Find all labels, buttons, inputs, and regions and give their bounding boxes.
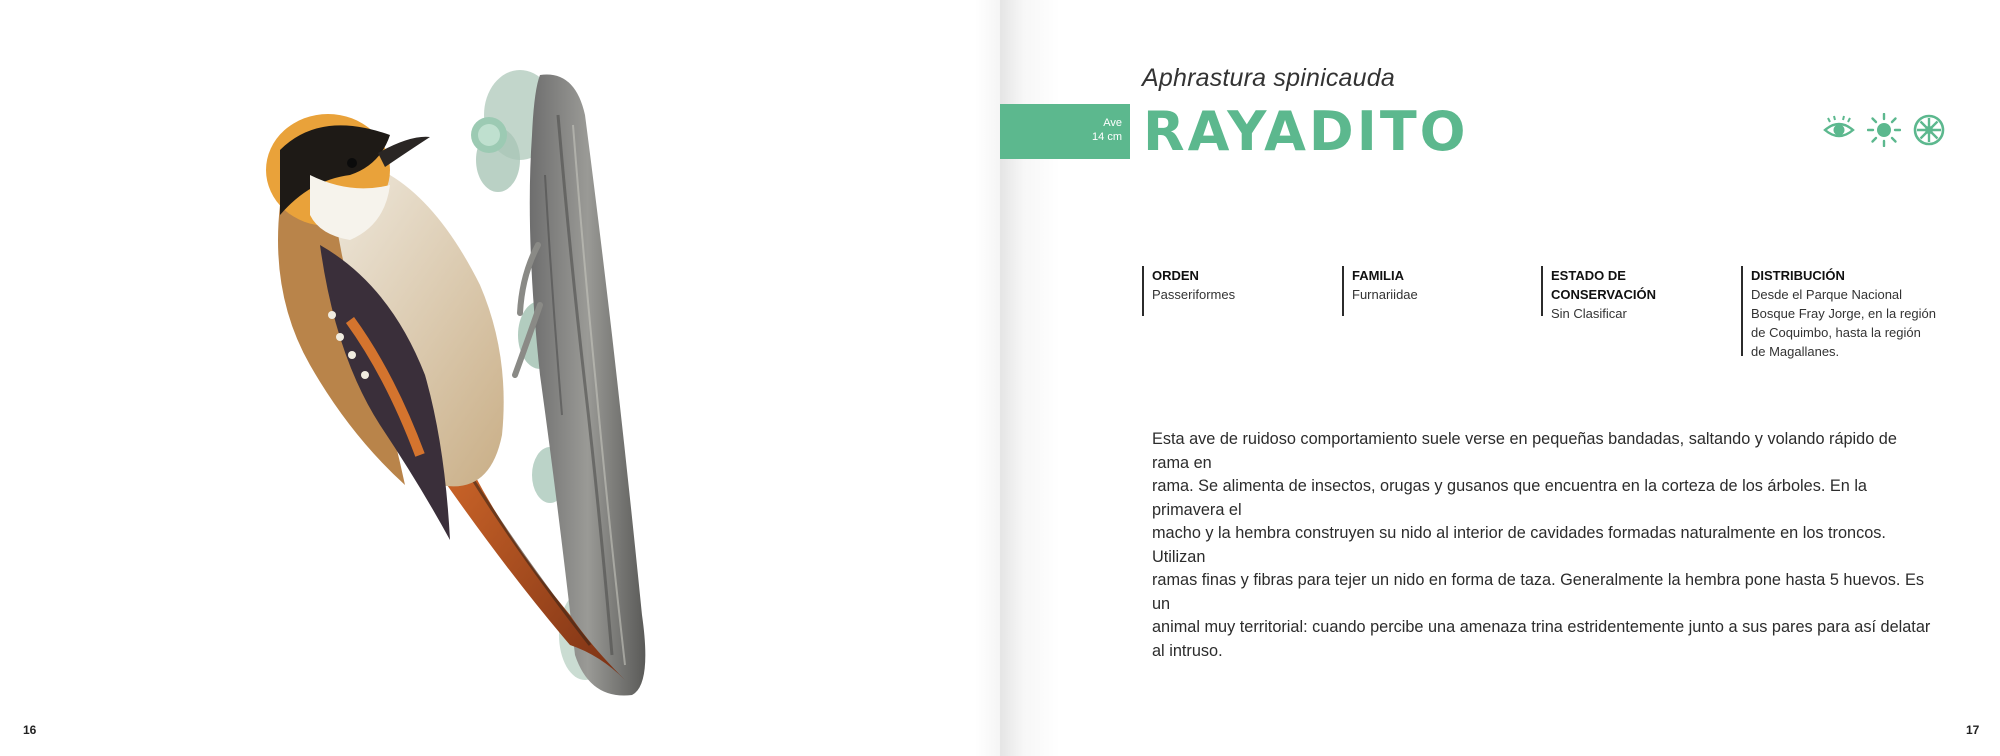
distribucion-line: Desde el Parque Nacional: [1751, 287, 1903, 302]
description-line: animal muy territorial: cuando percibe una amenaza trina estridentemente junto a sus pares para así delatar: [1152, 618, 1931, 636]
bird-illustration: [240, 55, 680, 705]
familia-value: Furnariidae: [1352, 287, 1418, 302]
orden-value: Passeriformes: [1152, 287, 1236, 302]
orden-label: ORDEN: [1152, 268, 1199, 283]
info-orden: [1142, 266, 1332, 316]
info-distribucion: [1741, 266, 1941, 359]
description-line: al intruso.: [1152, 641, 1223, 660]
common-name: RAYADITO: [1143, 100, 1469, 163]
description-line: macho y la hembra construyen su nido al interior de cavidades formadas naturalmente en los troncos. Utilizan: [1152, 524, 1886, 566]
description-line: Esta ave de ruidoso comportamiento suele verse en pequeñas bandadas, saltando y volando rápido de rama en: [1152, 430, 1897, 472]
info-familia: [1342, 266, 1532, 316]
distribucion-line: de Magallanes.: [1751, 344, 1840, 359]
wheel-icon: [1912, 113, 1946, 147]
page-number-left: 16: [23, 723, 37, 737]
page-number-right: 17: [1966, 723, 1980, 737]
habitat-icons: [1822, 113, 1947, 149]
description-line: ramas finas y fibras para tejer un nido en forma de taza. Generalmente la hembra pone hasta 5 huevos. Es un: [1152, 571, 1924, 613]
gutter-left: [975, 0, 1000, 756]
description-line: rama. Se alimenta de insectos, orugas y gusanos que encuentra en la corteza de los árboles. En la primavera el: [1152, 477, 1867, 519]
species-size: 14 cm: [1092, 131, 1122, 143]
scientific-name: Aphrastura spinicauda: [1142, 64, 1395, 92]
estado-label: ESTADO DE CONSERVACIÓN: [1551, 268, 1656, 302]
species-tag: [1000, 104, 1130, 159]
sun-icon: [1867, 113, 1901, 147]
familia-label: FAMILIA: [1352, 268, 1404, 283]
species-description: [1152, 428, 1938, 663]
estado-value: Sin Clasificar: [1551, 306, 1627, 321]
distribucion-label: DISTRIBUCIÓN: [1751, 268, 1845, 283]
species-type: Ave: [1103, 117, 1122, 129]
distribucion-line: Bosque Fray Jorge, en la región: [1751, 306, 1936, 321]
distribucion-line: de Coquimbo, hasta la región: [1751, 325, 1921, 340]
eye-icon: [1822, 113, 1856, 147]
info-estado: [1541, 266, 1731, 321]
